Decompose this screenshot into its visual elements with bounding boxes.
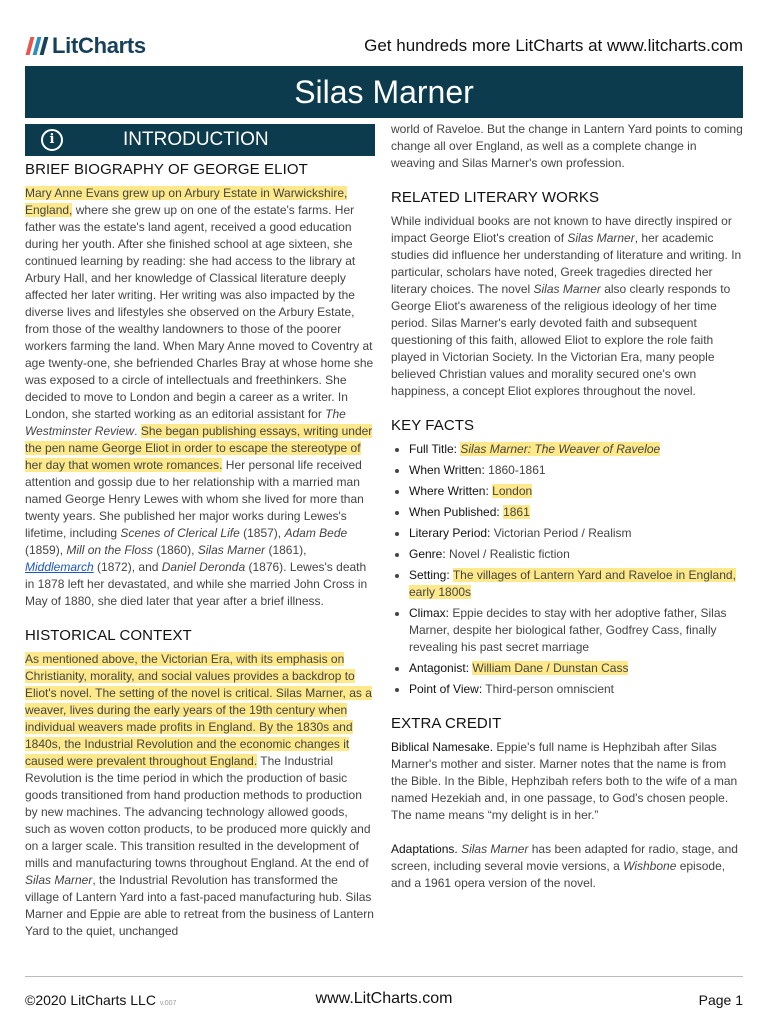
paragraph-label: Biblical Namesake. — [391, 740, 494, 754]
extra-credit-heading: EXTRA CREDIT — [391, 715, 502, 732]
text: , her academic studies did influence her understanding of literature and writing. In particular, scholars have noted, Greek tragedies directed her literary choices. The novel — [391, 231, 742, 296]
header-tagline[interactable]: Get hundreds more LitCharts at www.litcharts.com — [364, 36, 743, 55]
fact-label: Climax: — [409, 606, 450, 620]
fact-value: Novel / Realistic fiction — [449, 547, 570, 561]
copyright-text: ©2020 LitCharts LLC — [25, 992, 156, 1008]
key-fact-item — [409, 567, 743, 601]
extra-credit-section — [391, 715, 743, 892]
fact-label: Where Written: — [409, 484, 489, 498]
middlemarch-link[interactable]: Middlemarch — [25, 560, 94, 574]
left-column — [25, 161, 375, 940]
fact-value: The villages of Lantern Yard and Raveloe in England, early 1800s — [409, 568, 736, 599]
work-title: Wishbone — [623, 859, 677, 873]
key-fact-item — [409, 681, 743, 698]
historical-section — [25, 627, 375, 940]
key-fact-item — [409, 546, 743, 563]
text: (1857), — [239, 526, 285, 540]
highlight: Mary Anne Evans grew up on Arbury Estate in Warwickshire, England, — [25, 186, 348, 217]
fact-value: Victorian Period / Realism — [493, 526, 632, 540]
key-facts-list — [391, 441, 743, 698]
key-fact-item — [409, 605, 743, 656]
paragraph-label: Adaptations. — [391, 842, 458, 856]
work-title: Silas Marner — [197, 543, 266, 557]
introduction-banner — [25, 124, 375, 156]
title-bar — [25, 66, 743, 118]
fact-label: Setting: — [409, 568, 450, 582]
info-icon: i — [41, 129, 63, 151]
text: While individual books are not known to have directly inspired or impact George Eliot's creation of — [391, 214, 732, 245]
biblical-namesake-text — [391, 739, 743, 824]
historical-heading: HISTORICAL CONTEXT — [25, 627, 192, 644]
text: (1860), — [153, 543, 198, 557]
biography-heading: BRIEF BIOGRAPHY OF GEORGE ELIOT — [25, 161, 308, 178]
key-fact-item — [409, 462, 743, 479]
related-works-heading: RELATED LITERARY WORKS — [391, 189, 600, 206]
key-fact-item — [409, 441, 743, 458]
text: The Industrial Revolution is the time period in which the production of basic goods transitioned from hand production methods to production by new machines. The advancing technology allowed goods, such as woven cotton products, to be produced more quickly and on a larger scale. This transition resulted in the development of mills and manufacturing towns throughout England. At the end of — [25, 754, 371, 870]
highlight: As mentioned above, the Victorian Era, with its emphasis on Christianity, morality, and social values provides a backdrop to Eliot's novel. The setting of the novel is critical. Silas Marner, as a weaver, lives during the early years of the 19th century when individual weavers made profits in England. By the 1830s and 1840s, the Industrial Revolution and the economic changes it caused were prevalent throughout England. — [25, 652, 372, 768]
page-title: Silas Marner — [294, 74, 474, 110]
key-fact-item — [409, 483, 743, 500]
fact-value: London — [492, 484, 533, 498]
work-title: Silas Marner — [461, 842, 529, 856]
work-title: Silas Marner — [25, 873, 93, 887]
key-fact-item — [409, 660, 743, 677]
logo-text: LitCharts — [52, 33, 146, 58]
footer-divider — [25, 976, 743, 977]
text: , the Industrial Revolution has transformed the village of Lantern Yard into a fast-paced manufacturing hub. Silas Marner and Eppie are able to retreat from the business of Lantern Yard to the quiet, unchanged — [25, 873, 374, 938]
fact-value: 1861 — [503, 505, 530, 519]
logo-bars-icon — [28, 37, 46, 55]
text: where she grew up on one of the estate's farms. Her father was the estate's land agent, received a good education during her youth. After she finished school at age sixteen, she continued learning by reading: she had access to the library at Arbury Hall, and her knowledge of Classical literature deeply affected her later writing. Her writing was also impacted by the diverse lives and lifestyles she observed on the Arbury Estate, from those of the wealthy landowners to those of the poorer workers farming the land. When Mary Anne moved to Coventry at age twenty-one, she befriended Charles Bray at whose home she was exposed to a circle of intellectuals and freethinkers. She decided to move to London and begin a career as a writer. In London, she started working as an editorial assistant for — [25, 203, 374, 421]
historical-text — [25, 651, 375, 940]
text: (1872), and — [93, 560, 162, 574]
text: also clearly responds to George Eliot's awareness of the religious ideology of her time period. Silas Marner's early devoted faith and subsequent questioning of this faith, allowed Eliot to explore the role faith played in Victorian Society. In the Victorian Era, many people believed Christian values and morality secured one's own happiness, a concept Eliot explores throughout the novel. — [391, 282, 731, 398]
related-works-text — [391, 213, 743, 400]
fact-label: When Written: — [409, 463, 485, 477]
work-title: Silas Marner — [533, 282, 601, 296]
work-title: Adam Bede — [284, 526, 348, 540]
biography-text — [25, 185, 375, 610]
key-fact-item — [409, 525, 743, 542]
key-facts-heading: KEY FACTS — [391, 417, 475, 434]
text: Her personal life received attention and gossip due to her relationship with a married man named George Henry Lewes with whom she lived for more than twenty years. She published her major works during Lewes's lifetime, including — [25, 458, 364, 540]
biography-section — [25, 161, 375, 610]
fact-value: Silas Marner: The Weaver of Raveloe — [460, 442, 661, 456]
key-facts-section — [391, 417, 743, 698]
introduction-label: INTRODUCTION — [123, 129, 269, 150]
fact-value: 1860-1861 — [488, 463, 546, 477]
text: (1859), — [25, 543, 67, 557]
fact-value: Third-person omniscient — [485, 682, 614, 696]
text: has been adapted for radio, stage, and screen, including several movie versions, a — [391, 842, 738, 873]
footer-copyright — [25, 992, 176, 1008]
fact-label: When Published: — [409, 505, 500, 519]
work-title: Mill on the Floss — [66, 543, 154, 557]
fact-label: Antagonist: — [409, 661, 470, 675]
text: Eppie's full name is Hephzibah after Silas Marner's mother and sister. Marner notes that the name is from the Bible. In the Bible, Hephzibah refers both to the wife of a man named Hezekiah and, in one passage, to God's chosen people. The name means “my delight is in her.” — [391, 740, 738, 822]
work-title: Silas Marner — [567, 231, 635, 245]
adaptations-text — [391, 841, 743, 892]
version-text: v.007 — [159, 1000, 177, 1007]
text: . — [134, 424, 141, 438]
work-title: Scenes of Clerical Life — [120, 526, 240, 540]
litcharts-logo[interactable] — [28, 33, 146, 59]
fact-label: Literary Period: — [409, 526, 491, 540]
fact-label: Full Title: — [409, 442, 458, 456]
page-header — [0, 0, 768, 64]
work-title: The Westminster Review — [25, 407, 346, 438]
right-column — [391, 121, 743, 892]
work-title: Daniel Deronda — [161, 560, 246, 574]
footer-page-number: Page 1 — [698, 992, 743, 1008]
fact-value: Eppie decides to stay with her adoptive father, Silas Marner, despite her biological father, Godfrey Cass, finally revealing his past secret marriage — [409, 606, 727, 654]
highlight: She began publishing essays, writing under the pen name George Eliot in order to escape the stereotype of her day that women wrote romances. — [25, 424, 373, 472]
fact-label: Point of View: — [409, 682, 483, 696]
text: episode, and a 1961 opera version of the novel. — [391, 859, 726, 890]
fact-label: Genre: — [409, 547, 446, 561]
related-works-section — [391, 189, 743, 400]
key-fact-item — [409, 504, 743, 521]
historical-text-continued: world of Raveloe. But the change in Lantern Yard points to coming change all over England, as well as a complete change in weaving and Silas Marner's own profession. — [391, 122, 743, 170]
footer-url[interactable]: www.LitCharts.com — [315, 990, 453, 1007]
fact-value: William Dane / Dunstan Cass — [472, 661, 629, 675]
text: (1876). Lewes's death in 1878 left her devastated, and while she married John Cross in May of 1880, she died later that year after a brief illness. — [25, 560, 368, 608]
text: (1861), — [265, 543, 307, 557]
